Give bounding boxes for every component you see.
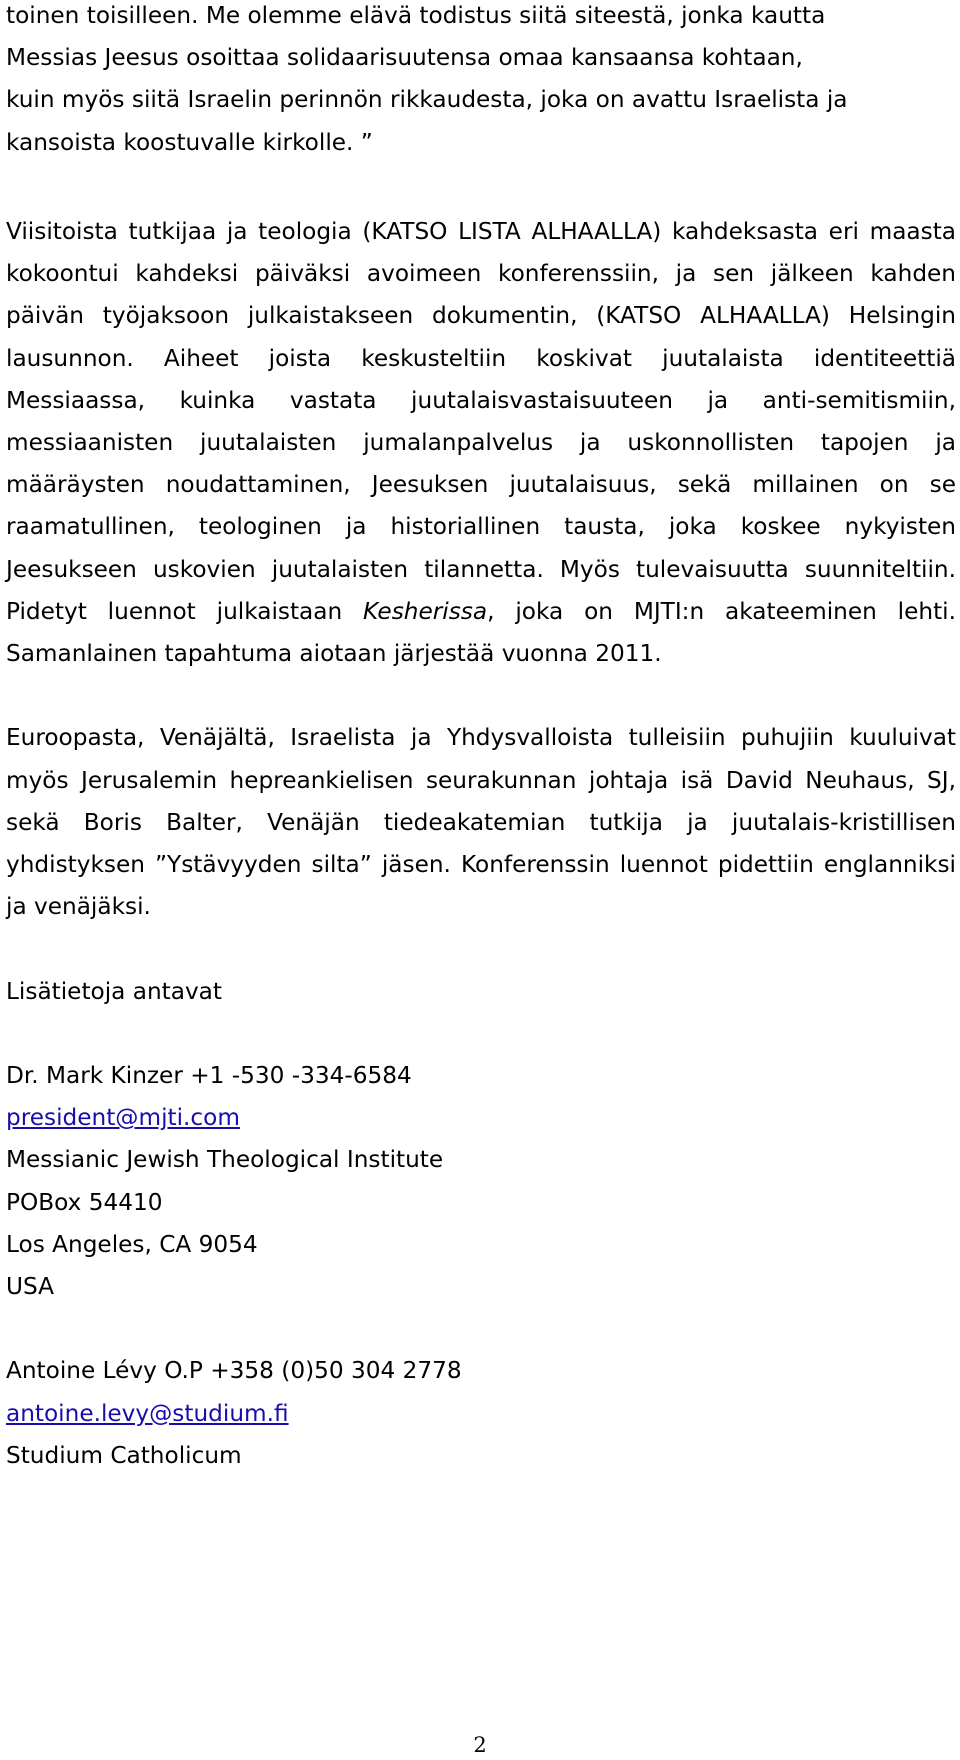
paragraph-spacer (6, 1013, 956, 1055)
paragraph-line: toinen toisilleen. Me olemme elävä todistus siitä siteestä, jonka kautta (6, 2, 826, 29)
contact-name-phone: Dr. Mark Kinzer +1 -530 -334-6584 (6, 1062, 412, 1090)
paragraph-spacer (6, 928, 956, 970)
contact-email-line (6, 1097, 956, 1139)
contacts-heading: Lisätietoja antavat (6, 977, 222, 1005)
contact-email-link[interactable]: antoine.levy@studium.fi (6, 1399, 289, 1427)
paragraph-speakers: Euroopasta, Venäjältä, Israelista ja Yhdysvalloista tulleisiin puhujiin kuuluivat myös Jerusalemin hepreankielisen seurakunnan johtaja isä David Neuhaus, SJ, sekä Boris Balter, Venäjän tiedeakatemian tutkija ja juutalais-kristillisen yhdistyksen ”Ystävyyden silta” jäsen. Konferenssin luennot pidettiin englanniksi ja venäjäksi. (6, 724, 956, 921)
paragraph-quote-ending (6, 0, 956, 164)
page-number: 2 (473, 1733, 487, 1757)
paragraph-text: , joka on MJTI:n akateeminen lehti. Samanlainen tapahtuma aiotaan järjestää vuonna 2011. (6, 597, 956, 668)
paragraph-line: Messias Jeesus osoittaa solidaarisuutensa omaa kansaansa kohtaan, (6, 44, 803, 72)
contact-name-phone: Antoine Lévy O.P +358 (0)50 304 2778 (6, 1357, 462, 1385)
contact-email-link[interactable]: president@mjti.com (6, 1104, 240, 1132)
contact-organization: Studium Catholicum (6, 1441, 242, 1469)
paragraph-text: Viisitoista tutkijaa ja teologia (KATSO LISTA ALHAALLA) kahdeksasta eri maasta kokoontui kahdeksi päiväksi avoimeen konferenssiin, ja sen jälkeen kahden päivän työjaksoon julkaistakseen dokumentin, (KATSO ALHAALLA) Helsingin lausunnon. Aiheet joista keskusteltiin koskivat juutalaista identiteettiä Messiaassa, kuinka vastata juutalaisvastaisuuteen ja anti-semitismiin, messiaanisten juutalaisten jumalanpalvelus ja uskonnollisten tapojen ja määräysten noudattaminen, Jeesuksen juutalaisuus, sekä millainen on se raamatullinen, teologinen ja historiallinen tausta, joka koskee nykyisten Jeesukseen uskovien juutalaisten tilannetta. Myös tulevaisuutta suunniteltiin. Pidetyt luennot julkaistaan (6, 218, 956, 625)
paragraph-spacer (6, 169, 956, 211)
contact-block-kinzer (6, 1055, 956, 1308)
paragraph-line: kuin myös siitä Israelin perinnön rikkaudesta, joka on avattu Israelista ja (6, 86, 848, 114)
paragraph-conference (6, 211, 956, 675)
paragraph-line: kansoista koostuvalle kirkolle. ” (6, 128, 373, 156)
document-page (6, 0, 956, 1477)
paragraph-spacer (6, 675, 956, 717)
contact-organization: Messianic Jewish Theological Institute (6, 1146, 444, 1174)
contact-country: USA (6, 1273, 54, 1301)
contact-pobox: POBox 54410 (6, 1188, 163, 1216)
journal-title: Kesherissa (363, 597, 488, 625)
paragraph-spacer (6, 1308, 956, 1350)
contact-email-line (6, 1393, 956, 1435)
contact-block-levy (6, 1350, 956, 1477)
contact-city: Los Angeles, CA 9054 (6, 1230, 258, 1258)
